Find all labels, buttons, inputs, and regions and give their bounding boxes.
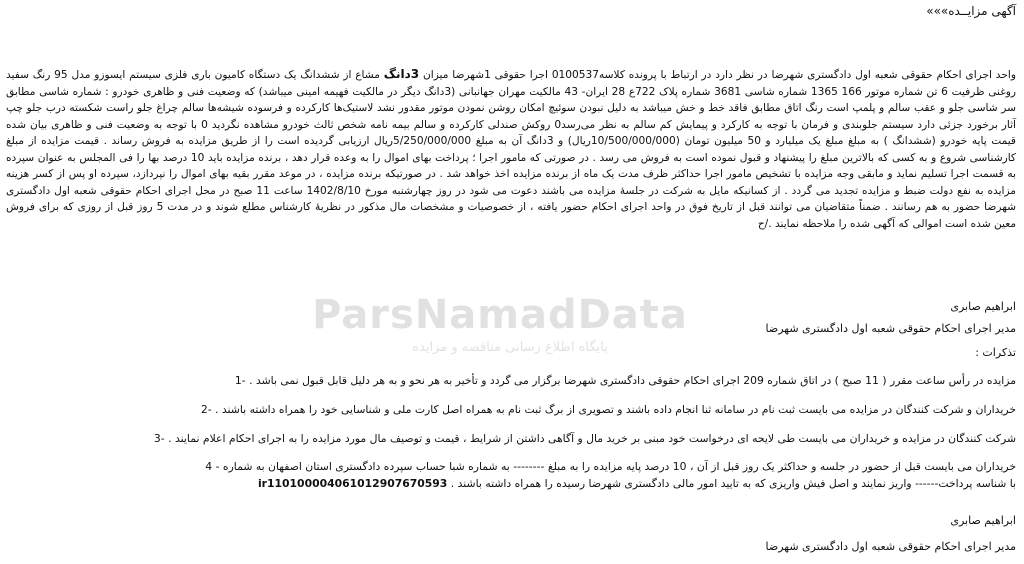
watermark-logo: ParsNamadData (312, 292, 688, 338)
notice-title: آگهی مزایــده»»» (926, 4, 1016, 18)
notice-body (6, 66, 1016, 232)
signature-position: مدیر اجرای احکام حقوقی شعبه اول دادگستری شهرضا (765, 322, 1016, 335)
note-item-3: شرکت کنندگان در مزایده و خریداران می بایست طی لایحه ای درخواست خود مبنی بر خرید مال و آگاهی داشتن از شرایط ، قیمت و توصیف مال مورد مزایده را به اجرای احکام اعلام نمایند . -3 (153, 432, 1016, 445)
body-part-b: مشاع از ششدانگ یک دستگاه کامیون باری فلزی سیستم ایسوزو مدل 95 رنگ سفید روغنی ظرفیت 6 تن شماره موتور 166 1365 شماره شاسی 3681 شماره پلاک 722ع 28 ایران- 43 مالکیت مهران جهانبانی (3دانگ دیگر در مالکیت فهیمه امینی میباشد) که وضعیت فنی و ظاهری خودرو : شماره شاسی مطابق سر شاسی جلو و عقب سالم و پلمپ است رنگ اتاق مطابق فاقد خط و خش میباشد به دلیل نبودن سوئیچ امکان روشن نمودن موتور مقدور نشد لاستیک‌ها کارکرده و فرسوده شیشه‌ها سالم چراغ جلو راست شکسته درب جلو چپ آثار برخورد جزئی دارد سیستم جلوبندی و فرمان با توجه به کارکرد و پیمایش کم سالم به نظر می‌رسد0 روکش صندلی کارکرده و سالم بیمه نامه شخص ثالث خودرو مشاهده نگردید 0 با توجه به وضعیت فنی و ظاهری بیان شده قیمت پایه خودرو (ششدانگ ) به مبلغ مبلغ یک میلیارد و 50 میلیون تومان (10/500/000/000ریال) و 3دانگ آن به مبلغ 5/250/000/000ریال ارزیابی گردیده است را از طریق مزایده به فروش رساند . قیمت مزایده از مبلغ کارشناسی شروع و به کسی که بالاترین مبلغ را پیشنهاد و قبول نموده است به فروش می رسد . در صورتی که مامور اجرا ؛ پرداخت بهای اموال را به وعده قرار دهد ، برنده مزایده باید 10 درصد بها را فی المجلس به عنوان سپرده به قسمت اجرا تسلیم نماید و مابقی وجه مزایده با تشخیص مامور اجرا حداکثر ظرف مدت یک ماه از برنده مزایده اخذ خواهد شد . در صورتیکه برنده مزایده ، در موعد مقرر بقیه بهای اموال را نپردازد، سپرده او پس از کسر هزینه مزایده به نفع دولت ضبط و مزایده تجدید می گردد . از کسانیکه مایل به شرکت در جلسهٔ مزایده می باشند دعوت می شود در روز چهارشنبه مورخ 1402/8/10 ساعت 11 صبح در محل اجرای احکام حقوقی شعبه اول دادگستری شهرضا حضور به هم رسانند . ضمناً متقاضیان می توانند قبل از تاریخ فوق در واحد اجرای احکام حضور یافته ، از خصوصیات و مشخصات مال مذکور در نظریهٔ کارشناس مطلع شوند و در مدت 5 روز قبل از روزی که برای فروش معین شده است اموالی که آگهی شده را ملاحظه نمایند ./ح (6, 69, 1017, 230)
iban-number: ir110100004061012907670593 (257, 477, 448, 490)
note-item-2: خریداران و شرکت کنندگان در مزایده می بایست ثبت نام در سامانه ثنا انجام داده باشند و تصویری از برگ ثبت نام به همراه اصل کارت ملی و شناسایی خود را همراه داشته باشند . -2 (200, 403, 1016, 416)
note-item-1: مزایده در رأس ساعت مقرر ( 11 صبح ) در اتاق شماره 209 اجرای احکام حقوقی دادگستری شهرضا برگزار می گردد و تأخیر به هر نحو و به هر دلیل قابل قبول نمی باشد . -1 (234, 374, 1016, 387)
signature-position-2: مدیر اجرای احکام حقوقی شعبه اول دادگستری شهرضا (765, 540, 1016, 553)
note-item-4-text: با شناسه پرداخت------ واریز نمایند و اصل فیش واریزی که به تایید امور مالی دادگستری شهرضا رسیده را همراه داشته باشند . (450, 477, 1016, 490)
note-item-4-line-1: خریداران می بایست قبل از حضور در جلسه و حداکثر یک روز قبل از آن ، 10 درصد پایه مزایده را به مبلغ -------- به شماره شبا حساب سپرده دادگستری استان اصفهان به شماره - 4 (205, 460, 1016, 473)
signature-name: ابراهیم صابری (950, 300, 1016, 313)
note-item-4-line-2 (6, 475, 1016, 492)
body-part-a: واحد اجرای احکام حقوقی شعبه اول دادگستری شهرضا در نظر دارد در ارتباط با پرونده کلاسه0100537 اجرا حقوقی 1شهرضا میزان (419, 69, 1016, 81)
notes-heading: تذکرات : (975, 346, 1016, 359)
watermark-subtitle: پایگاه اطلاع رسانی مناقصه و مزایده (412, 340, 608, 355)
signature-name-2: ابراهیم صابری (950, 514, 1016, 527)
body-share-highlight: 3دانگ (383, 67, 420, 81)
